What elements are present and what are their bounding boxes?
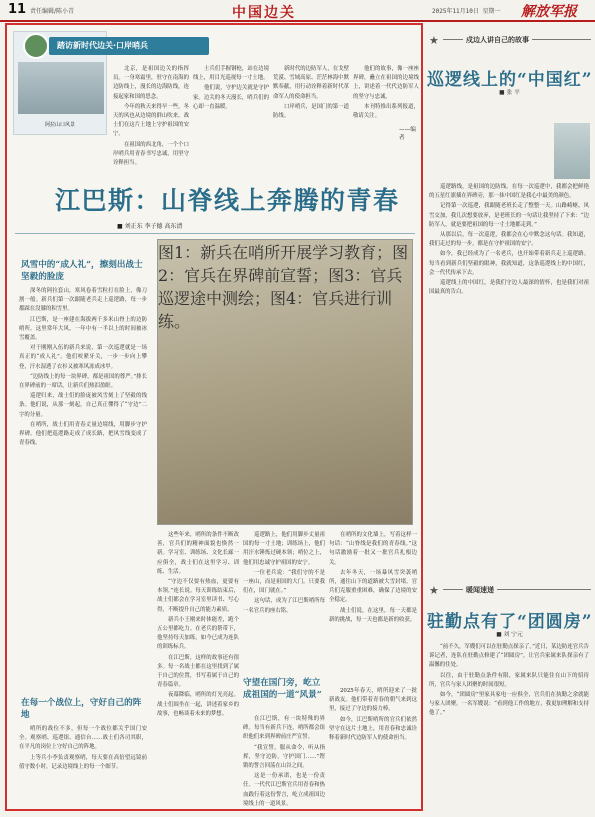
star-icon: ★ (429, 34, 439, 47)
sidebar-story-2 (429, 643, 589, 807)
landscape-image (18, 62, 104, 114)
paragraph: “守边不仅要有热血，更要有本领。”连长说。每天训练结束后，战士们都会在学习室里读书、写心得，不断提升自己的能力素质。 (157, 579, 239, 613)
paragraph: 2025年春天，哨所迎来了一批新战友。他们带着青春的朝气来到这里，接过了守边的接力棒。 (329, 688, 417, 713)
sidebar-story-1 (429, 183, 589, 563)
paragraph: 夜幕降临，哨所的灯光亮起。战士们围坐在一起，讲述着家乡的故事，也畅谈着未来的梦想。 (157, 692, 239, 717)
page-number: 11 (8, 2, 27, 17)
article-column-e (243, 715, 325, 807)
paragraph: 如今，我已经成为了一名老兵，也开始带着新兵走上巡逻路。每当看到新兵们坚毅的眼神，我就知道，这条巡逻线上的中国红，会一代代传承下去。 (429, 251, 589, 276)
paragraph: 在哨所的文化墙上，写着这样一句话：“山脊线是我们的青春线。”这句话激励着一批又一批官兵扎根边关。 (329, 532, 417, 566)
soldier-photo (554, 123, 590, 179)
star-icon: ★ (429, 584, 439, 597)
divider (15, 233, 415, 234)
series-kicker-text: 踏访新时代边关·口岸哨兵 (57, 41, 149, 50)
paragraph: 如今，江巴斯哨所的官兵们依然坚守在这片土地上，用青春和忠诚诠释着新时代边防军人的使命担当。 (329, 716, 417, 742)
paragraph: 上等兵小李负责观察哨，每天要在高倍望远镜前值守数小时，记录边境线上的每一个细节。 (19, 754, 147, 770)
feature-article (5, 23, 423, 811)
paragraph: 巡逻线上的中国红，是我们守边人最深的情怀，也是我们对祖国最真的告白。 (429, 280, 589, 296)
article-column-f (329, 687, 417, 807)
subhead-1: 风雪中的“成人礼”，擦刻出战士坚毅的脸庞 (21, 260, 143, 282)
paragraph: 江巴斯，是一座建在海拔两千多米山脊上的边防哨所。这里常年大风，一年中有一半以上的时间被冰雪覆盖。 (19, 316, 147, 342)
paragraph: 新兵小王刚来时体能差，跑个五公里都吃力。在老兵的帮带下，他坚持每天加练，如今已成为连队的训练标兵。 (157, 616, 239, 651)
sidebar-author-2: ■ 刘 宁元 (496, 632, 523, 638)
paragraph: 在祖国的西北角，一个个口岸哨兵用青春书写忠诚，用坚守诠释担当。 (113, 141, 189, 167)
paragraph: 一位老兵说：“我们守的不是一座山，而是祖国的大门。只要我们在，国门就在。” (243, 569, 325, 595)
paragraph: 巡逻路线，是祖国的边防线。在每一次巡逻中，我都会把鲜艳的五星红旗插在界碑旁，那一抹中国红是我心中最美的颜色。 (429, 184, 589, 200)
paragraph: 记得第一次巡逻，我跟随老班长走了整整一天。山路崎岖，风雪交加，我几次想要放弃，是老班长的一句话让我坚持了下来：“边防军人，就是要把祖国的每一寸土地都走到。” (429, 203, 589, 228)
banner-photo-caption: 阿拉山口风景 (44, 122, 75, 128)
paragraph: “我宣誓，服从命令，听从指挥，坚守边防，守护国门……”铿锵的誓言回荡在山谷之间。 (243, 744, 325, 770)
intro-column-1 (113, 65, 189, 167)
paragraph: 这句话，成为了江巴斯哨所每一名官兵的座右铭。 (243, 598, 325, 614)
editor-credit: 责任编辑/陈小青 (30, 8, 75, 15)
paragraph: 口岸哨兵，是国门的第一道防线。 (273, 103, 349, 120)
section-title: 中国边关 (232, 5, 296, 21)
sidebar-headline-2: 驻勤点有了“团圆房” (427, 612, 593, 632)
section-label: 戍边人讲自己的故事 (463, 35, 532, 45)
badge-icon (23, 33, 49, 59)
paragraph: 去年冬天，一场暴风雪突袭哨所，通往山下的道路被大雪封堵。官兵们克服重重困难，确保了边境的安全稳定。 (329, 569, 417, 604)
editor-signature: ——编者 (399, 127, 416, 141)
article-headline: 江巴斯：山脊线上奔腾的青春 (55, 186, 400, 215)
paragraph: 深冬的阿拉套山，寒风卷着雪粒打在脸上，像刀割一般。新兵们第一次跟随老兵走上巡逻路，每一步都踩在没膝的积雪里。 (19, 288, 147, 313)
paragraph: 他们说，守护边关就是守护家。边关的冬天漫长，哨兵们的心却一直温暖。 (193, 85, 269, 110)
paragraph: 北京，是祖国边关的指挥员。一身寒霜里，驻守在南海的边防线上，漫长的边海防线，连接起家和国的思念。 (113, 66, 189, 100)
article-column-a (19, 287, 147, 685)
paragraph: 从那以后，每一次巡逻，我都会在心中默念这句话。我知道，我们走过的每一步，都是在守护祖国的安宁。 (429, 232, 589, 248)
newspaper-name: 解放军报 (521, 4, 577, 20)
page-header (0, 0, 595, 22)
photo-caption: 图1：新兵在哨所开展学习教育；图2：官兵在界碑前宣誓；图3：官兵巡逻途中测绘；图4：官兵进行训练。 (157, 239, 413, 525)
subhead-3: 守望在国门旁，屹立成祖国的一道“风景” (243, 678, 322, 700)
sidebar-headline-1: 巡逻线上的“中国红” (427, 70, 593, 90)
paragraph: 在哨所，战士们用青春丈量边境线，用脚步守护界碑。他们把巡逻路走成了成长路，把风雪线变成了青春线。 (19, 421, 147, 447)
paragraph: “边防线上的每一块界碑，都是祖国的尊严。”排长在界碑前的一席话，让新兵们热泪盈眶。 (19, 373, 147, 390)
paragraph: 在江巴斯，这样的故事还有很多。每一名战士都在这里找到了属于自己的位置，书写着属于自己的青春篇章。 (157, 654, 239, 689)
article-column-c (243, 531, 325, 671)
paragraph: 巡逻路上，他们用脚步丈量祖国的每一寸土地；训练场上，他们用汗水锤炼过硬本领；哨位之上，他们用忠诚守护祖国的安宁。 (243, 532, 325, 566)
article-column-d (329, 531, 417, 681)
intro-column-2 (193, 65, 269, 151)
paragraph: 士兵们手握钢枪，站在边境线上，用目光巡视每一寸土地。 (193, 66, 269, 82)
section-bar (427, 33, 592, 49)
paragraph: 战士们说，在这里，每一天都是新的挑战，每一天也都是新的收获。 (329, 607, 417, 623)
article-column-b (157, 531, 239, 807)
paragraph: “前不久，军嫂们可以在驻勤点探亲了。”近日，某边防连官兵告诉记者，连队在驻勤点修建了“团圆房”，让官兵家属来队探亲有了温馨的住处。 (429, 644, 589, 669)
paragraph: 对于刚刚入伍的新兵来说，第一次巡逻就是一场真正的“成人礼”。他们咬紧牙关，一步一步向上攀登，汗水湿透了衣衫又被寒风冻成冰甲。 (19, 345, 147, 370)
paragraph: 本刊特推出系列报道，敬请关注。 (353, 103, 419, 120)
paragraph: 这些年来，哨所的条件不断改善，官兵们的精神面貌也焕然一新。学习室、训练场、文化长廊一应俱全，战士们在这里学习、训练、生活。 (157, 532, 239, 575)
paragraph: 如今，“团圆房”里家具家电一应俱全，官兵们在执勤之余就能与家人团聚。一名军嫂说：“看到他工作的地方，我更加理解和支持他了。” (429, 692, 589, 717)
sidebar-author-1: ■ 张 平 (499, 90, 520, 96)
section-label: 暖闻速递 (463, 585, 497, 595)
paragraph: 这是一份承诺，也是一份责任。一代代江巴斯官兵用青春和热血践行着这份誓言，屹立成祖国边境线上的一道风景。 (243, 773, 325, 807)
paragraph: 他们的故事，像一座座界碑，矗立在祖国的边境线上，讲述着一代代边防军人的坚守与忠诚。 (353, 66, 419, 100)
paragraph: 在江巴斯，有一块特殊的界碑。每当有新兵下连，哨所都会组织他们来到界碑前庄严宣誓。 (243, 716, 325, 741)
intro-column-3 (273, 65, 349, 151)
intro-column-4 (353, 65, 419, 121)
paragraph: 新时代的边防军人，在戈壁荒漠、雪域高原、茫茫林海中默默奉献，用行动诠释着新时代革命军人的使命担当。 (273, 66, 349, 100)
issue-date: 2025年11月10日 星期一 (432, 8, 501, 15)
sidebar (427, 23, 592, 811)
article-byline: ■ 刘正东 李子德 高东清 (117, 223, 183, 230)
paragraph: 哨所的战位不多，但每一个战位都关乎国门安全。观察哨、巡逻组、通信台……战士们各司其职，在平凡的岗位上守好自己的阵地。 (19, 726, 147, 751)
section-bar (427, 583, 592, 599)
subhead-2: 在每一个战位上，守好自己的阵地 (21, 698, 142, 720)
paragraph: 以往，由于驻勤点条件有限，家属来队只能住在山下的招待所，官兵与家人团聚的时间很短。 (429, 672, 589, 688)
paragraph: 今年的秋天来得早一些，冬天的风也从边境的群山吹来，战士们在这片土地上守护祖国的安宁。 (113, 103, 189, 138)
paragraph: 巡逻归来，战士们的脸庞被风雪刻上了坚毅的线条。他们说，从那一刻起，自己真正懂得了“守边”二字的分量。 (19, 393, 147, 418)
article-column-a2 (19, 725, 147, 807)
series-kicker (49, 37, 209, 55)
